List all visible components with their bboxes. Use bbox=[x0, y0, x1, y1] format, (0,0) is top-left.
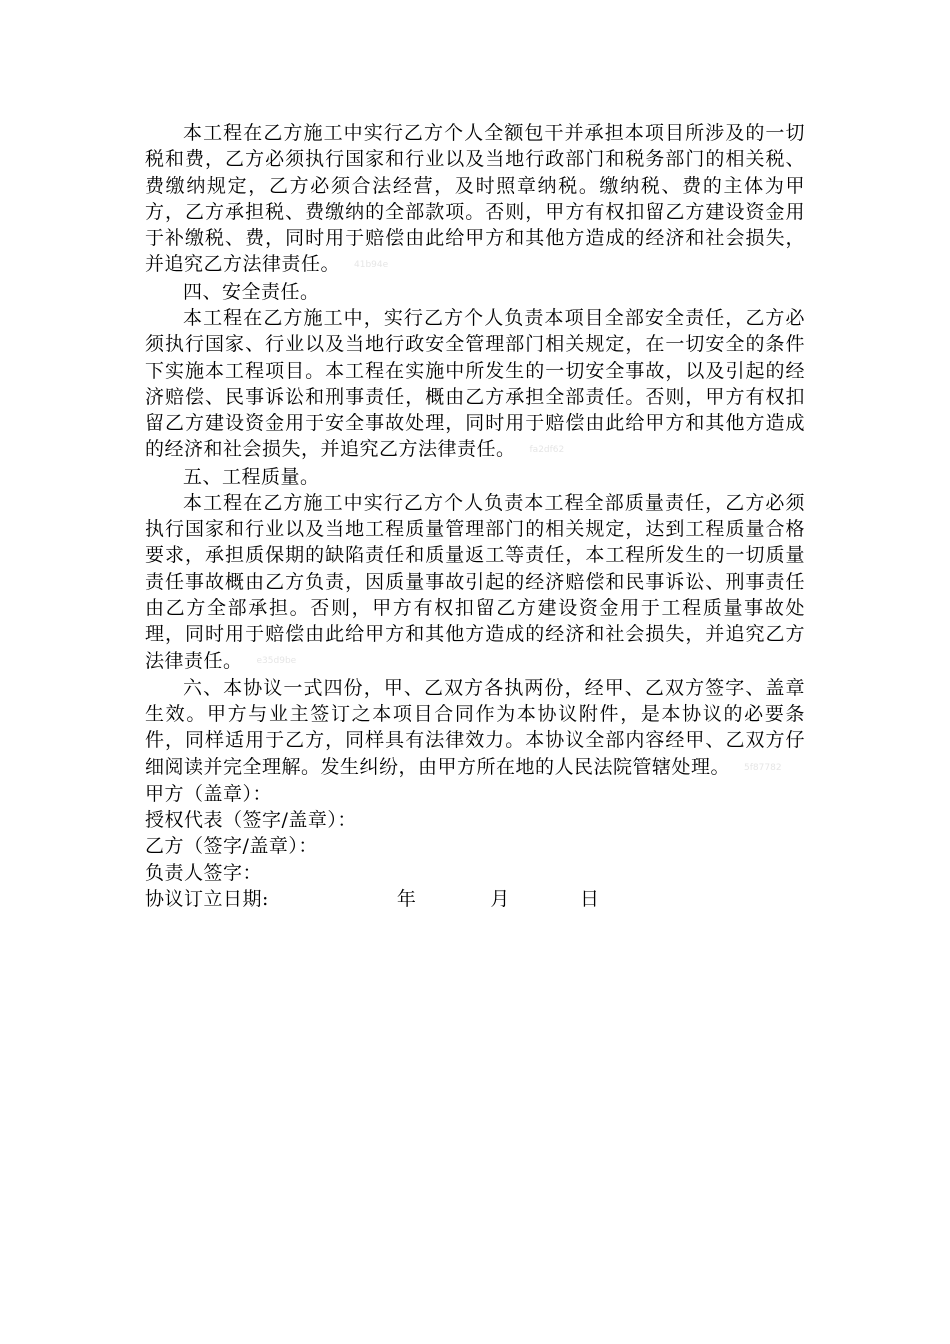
section-heading-safety: 四、安全责任。 bbox=[183, 280, 320, 303]
section-heading-quality: 五、工程质量。 bbox=[183, 465, 320, 488]
tax-responsibility-paragraph bbox=[145, 120, 805, 279]
paragraph-text: 六、本协议一式四份，甲、乙双方各执两份，经甲、乙双方签字、盖章生效。甲方与业主签订之本项目合同作为本协议附件，是本协议的必要条件，同样适用于乙方，同样具有法律效力。本协议全部内容经甲、乙双方仔细阅读并完全理解。发生纠纷，由甲方所在地的人民法院管辖处理。 bbox=[145, 676, 805, 778]
paragraph-text: 本工程在乙方施工中，实行乙方个人负责本项目全部安全责任，乙方必须执行国家、行业以及当地行政安全管理部门相关规定，在一切安全的条件下实施本工程项目。本工程在实施中所发生的一切安全事故，以及引起的经济赔偿、民事诉讼和刑事责任，概由乙方承担全部责任。否则，甲方有权扣留乙方建设资金用于安全事故处理，同时用于赔偿由此给甲方和其他方造成的经济和社会损失，并追究乙方法律责任。 bbox=[145, 306, 805, 461]
paragraph-text: 本工程在乙方施工中实行乙方个人负责本工程全部质量责任，乙方必须执行国家和行业以及当地工程质量管理部门的相关规定，达到工程质量合格要求，承担质保期的缺陷责任和质量返工等责任，本工程所发生的一切质量责任事故概由乙方负责，因质量事故引起的经济赔偿和民事诉讼、刑事责任由乙方全部承担。否则，甲方有权扣留乙方建设资金用于工程质量事故处理，同时用于赔偿由此给甲方和其他方造成的经济和社会损失，并追究乙方法律责任。 bbox=[145, 491, 805, 672]
agreement-date-line bbox=[145, 886, 805, 912]
quality-responsibility-paragraph bbox=[145, 490, 805, 675]
safety-responsibility-paragraph bbox=[145, 305, 805, 464]
watermark-code: 41b94e bbox=[354, 260, 389, 271]
authorized-rep-line: 授权代表（签字/盖章）： bbox=[145, 809, 357, 832]
party-b-signature-line: 乙方（签字/盖章）： bbox=[145, 835, 318, 858]
party-a-seal-line: 甲方（盖章）： bbox=[145, 782, 273, 805]
day-label: 日 bbox=[579, 887, 600, 910]
month-label: 月 bbox=[490, 887, 510, 910]
contract-body bbox=[145, 120, 805, 912]
watermark-code: 5f87782 bbox=[744, 762, 782, 773]
paragraph-text: 本工程在乙方施工中实行乙方个人全额包干并承担本项目所涉及的一切税和费，乙方必须执行国家和行业以及当地行政部门和税务部门的相关税、费缴纳规定，乙方必须合法经营，及时照章纳税。缴纳税、费的主体为甲方，乙方承担税、费缴纳的全部款项。否则，甲方有权扣留乙方建设资金用于补缴税、费，同时用于赔偿由此给甲方和其他方造成的经济和社会损失，并追究乙方法律责任。 bbox=[145, 122, 805, 276]
watermark-code: fa2df62 bbox=[529, 445, 565, 456]
year-label: 年 bbox=[396, 887, 417, 910]
date-label: 协议订立日期: bbox=[145, 887, 269, 910]
agreement-copies-paragraph bbox=[145, 675, 805, 781]
person-in-charge-line: 负责人签字： bbox=[145, 861, 263, 884]
watermark-code: e35d9be bbox=[256, 656, 297, 667]
